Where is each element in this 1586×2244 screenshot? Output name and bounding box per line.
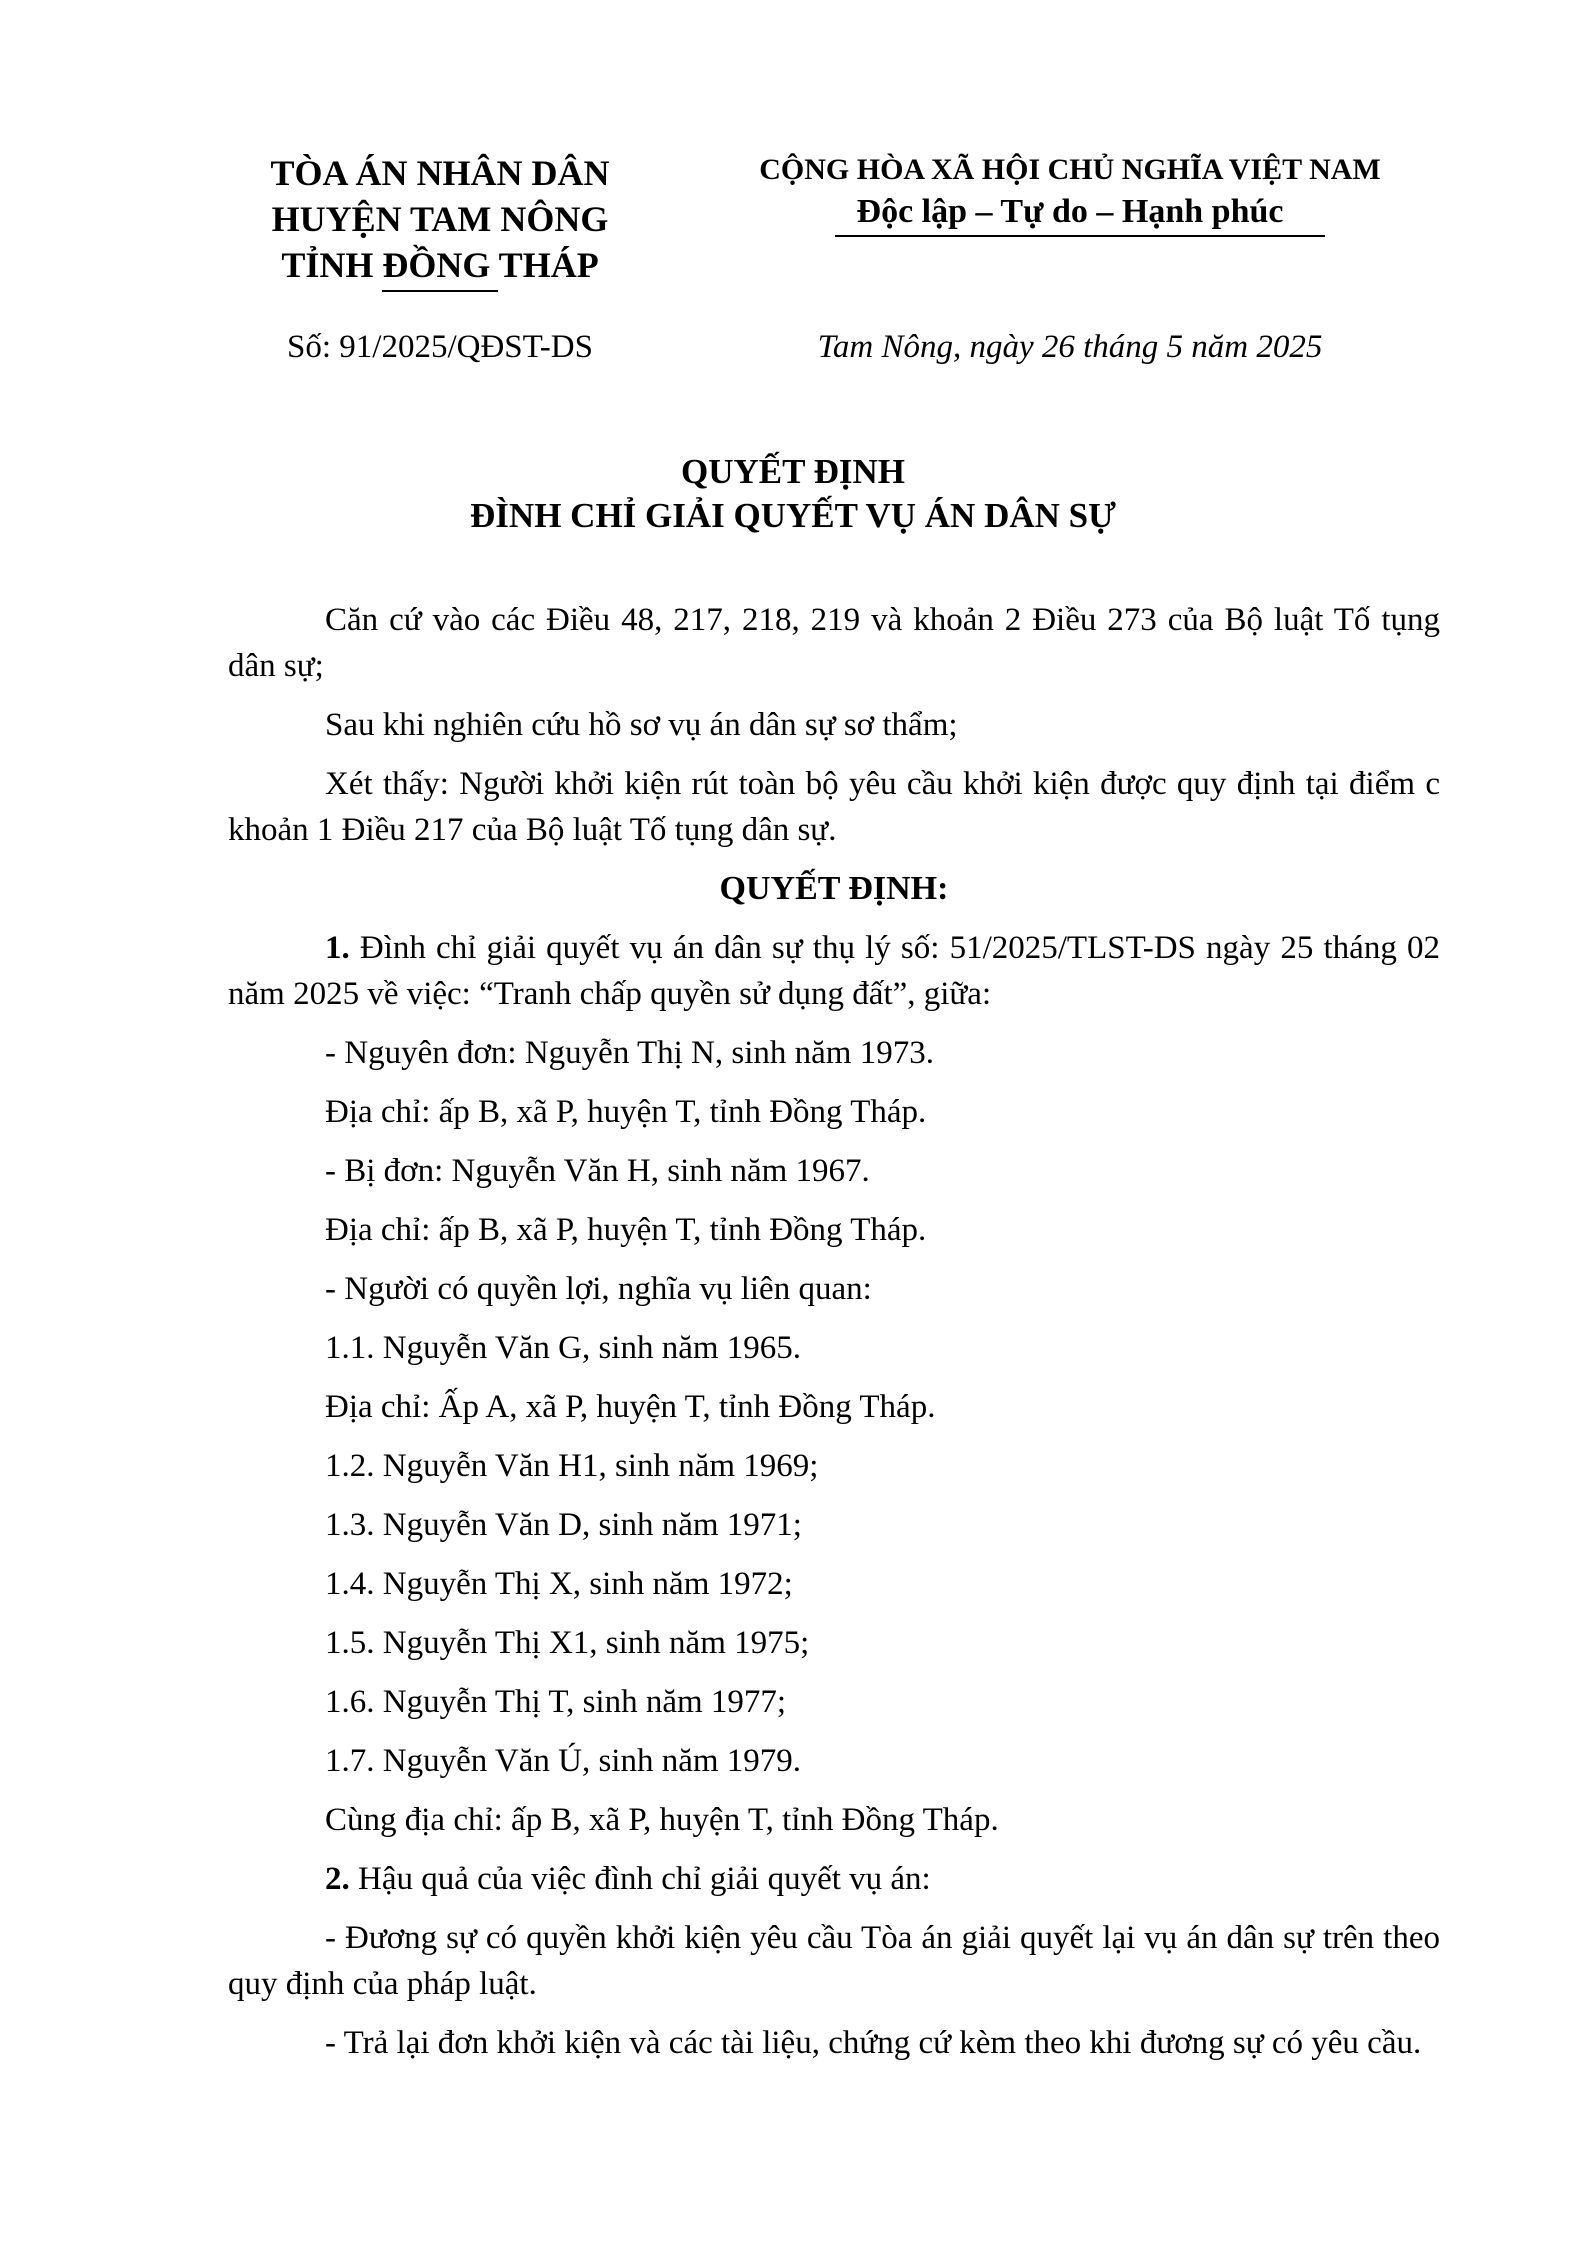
plaintiff: - Nguyên đơn: Nguyễn Thị N, sinh năm 1973.	[325, 1035, 934, 1071]
title-line1: QUYẾT ĐỊNH	[681, 452, 905, 491]
title-line2: ĐÌNH CHỈ GIẢI QUYẾT VỤ ÁN DÂN SỰ	[470, 496, 1116, 535]
national-motto: Độc lập – Tự do – Hạnh phúc	[856, 193, 1284, 230]
decision-item-1	[228, 925, 1440, 1017]
related-party-5: 1.5. Nguyễn Thị X1, sinh năm 1975;	[325, 1625, 810, 1661]
decision-item-2	[228, 1856, 1440, 1902]
document-number: Số: 91/2025/QĐST-DS	[287, 329, 593, 365]
court-name-line1: TÒA ÁN NHÂN DÂN	[270, 153, 610, 193]
finding-paragraph: Xét thấy: Người khởi kiện rút toàn bộ yêu cầu khởi kiện được quy định tại điểm c khoản 1 Điều 217 của Bộ luật Tố tụng dân sự.	[228, 766, 1440, 848]
related-party-1: 1.1. Nguyễn Văn G, sinh năm 1965.	[325, 1330, 802, 1366]
item-number: 2.	[325, 1861, 350, 1897]
related-parties-heading: - Người có quyền lợi, nghĩa vụ liên quan:	[325, 1271, 872, 1307]
document-body	[228, 597, 1440, 2079]
review-paragraph: Sau khi nghiên cứu hồ sơ vụ án dân sự sơ thẩm;	[325, 707, 958, 743]
item-number: 1.	[325, 930, 350, 966]
related-party-4: 1.4. Nguyễn Thị X, sinh năm 1972;	[325, 1566, 793, 1602]
item-text: Hậu quả của việc đình chỉ giải quyết vụ án:	[349, 1861, 931, 1897]
related-party-3: 1.3. Nguyễn Văn D, sinh năm 1971;	[325, 1507, 802, 1543]
related-party-2: 1.2. Nguyễn Văn H1, sinh năm 1969;	[325, 1448, 819, 1484]
defendant: - Bị đơn: Nguyễn Văn H, sinh năm 1967.	[325, 1153, 870, 1189]
country-name: CỘNG HÒA XÃ HỘI CHỦ NGHĨA VIỆT NAM	[759, 153, 1381, 186]
item-text: Đình chỉ giải quyết vụ án dân sự thụ lý số: 51/2025/TLST-DS ngày 25 tháng 02 năm 2025 về việc: “Tranh chấp quyền sử dụng đất”, giữa:	[228, 930, 1440, 1012]
court-name-underline	[382, 290, 498, 292]
defendant-address: Địa chỉ: ấp B, xã P, huyện T, tỉnh Đồng Tháp.	[325, 1212, 927, 1248]
document-title	[0, 450, 1586, 538]
related-party-1-address: Địa chỉ: Ấp A, xã P, huyện T, tỉnh Đồng Tháp.	[325, 1389, 936, 1425]
decision-heading: QUYẾT ĐỊNH:	[719, 870, 949, 907]
court-name-line3: TỈNH ĐỒNG THÁP	[281, 245, 599, 285]
court-name-line2: HUYỆN TAM NÔNG	[271, 199, 609, 239]
related-party-7: 1.7. Nguyễn Văn Ú, sinh năm 1979.	[325, 1743, 802, 1779]
shared-address: Cùng địa chỉ: ấp B, xã P, huyện T, tỉnh Đồng Tháp.	[325, 1802, 999, 1838]
legal-basis-paragraph: Căn cứ vào các Điều 48, 217, 218, 219 và khoản 2 Điều 273 của Bộ luật Tố tụng dân sự;	[228, 602, 1440, 684]
related-party-6: 1.6. Nguyễn Thị T, sinh năm 1977;	[325, 1684, 787, 1720]
plaintiff-address: Địa chỉ: ấp B, xã P, huyện T, tỉnh Đồng Tháp.	[325, 1094, 927, 1130]
motto-underline	[835, 235, 1325, 237]
national-header-block	[720, 150, 1420, 234]
consequence-2: - Trả lại đơn khởi kiện và các tài liệu, chứng cứ kèm theo khi đương sự có yêu cầu.	[325, 2025, 1422, 2061]
place-and-date: Tam Nông, ngày 26 tháng 5 năm 2025	[817, 329, 1323, 365]
consequence-1: - Đương sự có quyền khởi kiện yêu cầu Tòa án giải quyết lại vụ án dân sự trên theo quy định của pháp luật.	[228, 1920, 1440, 2002]
court-name-block	[240, 150, 640, 288]
